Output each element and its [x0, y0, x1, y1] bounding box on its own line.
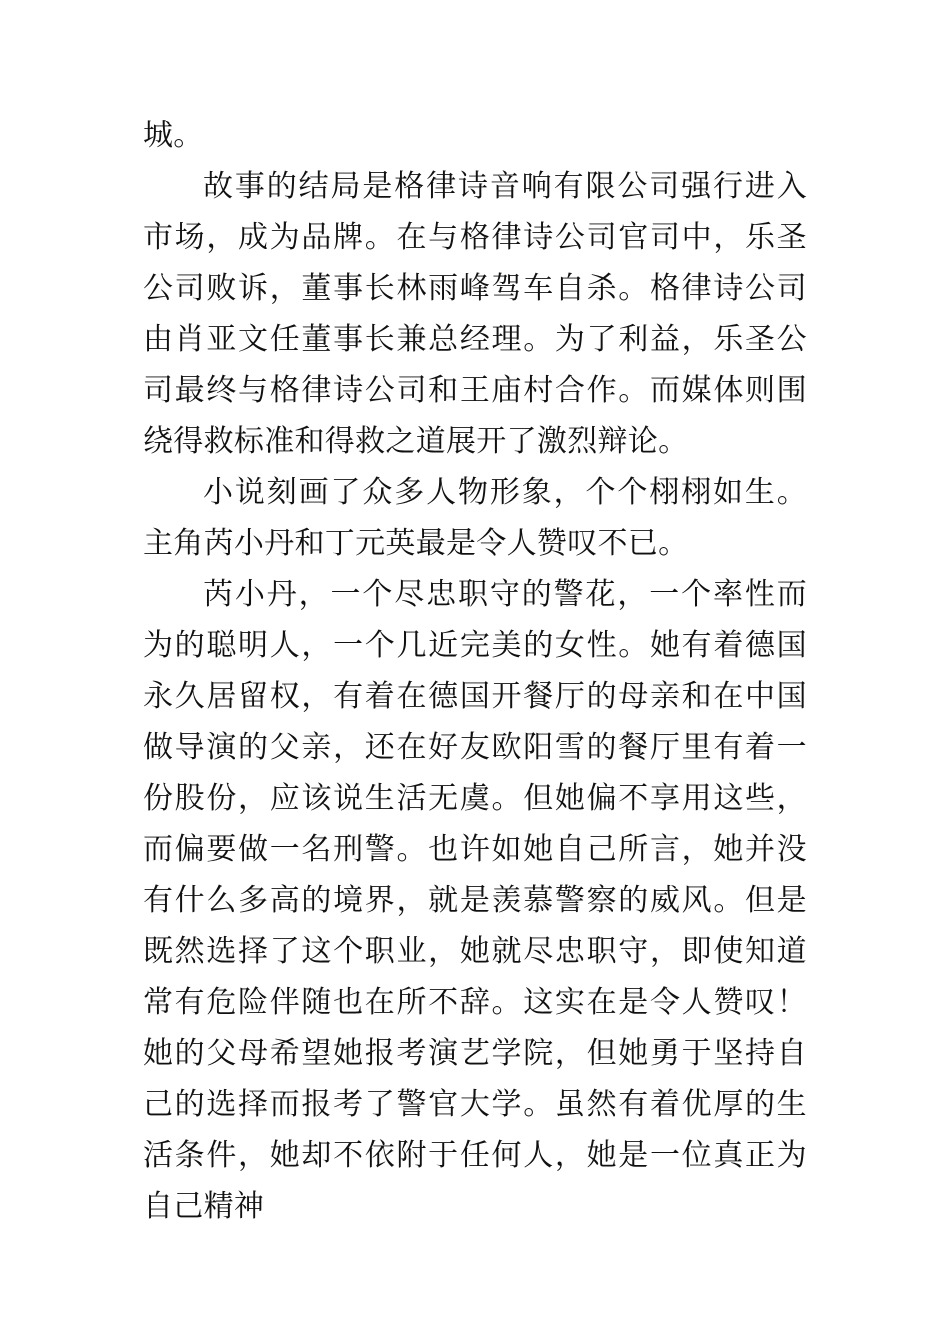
document-body: [143, 110, 807, 1232]
paragraph-story-ending: 故事的结局是格律诗音响有限公司强行进入市场，成为品牌。在与格律诗公司官司中，乐圣公司败诉，董事长林雨峰驾车自杀。格律诗公司由肖亚文任董事长兼总经理。为了利益，乐圣公司最终与格律诗公司和王庙村合作。而媒体则围绕得救标准和得救之道展开了激烈辩论。: [143, 169, 807, 459]
paragraph-characters: 小说刻画了众多人物形象，个个栩栩如生。主角芮小丹和丁元英最是令人赞叹不已。: [143, 475, 807, 561]
paragraph-rui-xiaodan: 芮小丹，一个尽忠职守的警花，一个率性而为的聪明人，一个几近完美的女性。她有着德国永久居留权，有着在德国开餐厅的母亲和在中国做导演的父亲，还在好友欧阳雪的餐厅里有着一份股份，应该说生活无虞。但她偏不享用这些，而偏要做一名刑警。也许如她自己所言，她并没有什么多高的境界，就是羡慕警察的威风。但是既然选择了这个职业，她就尽忠职守，即使知道常有危险伴随也在所不辞。这实在是令人赞叹！她的父母希望她报考演艺学院，但她勇于坚持自己的选择而报考了警官大学。虽然有着优厚的生活条件，她却不依附于任何人，她是一位真正为自己精神: [143, 577, 807, 1224]
paragraph-continuation: 城。: [143, 118, 204, 153]
